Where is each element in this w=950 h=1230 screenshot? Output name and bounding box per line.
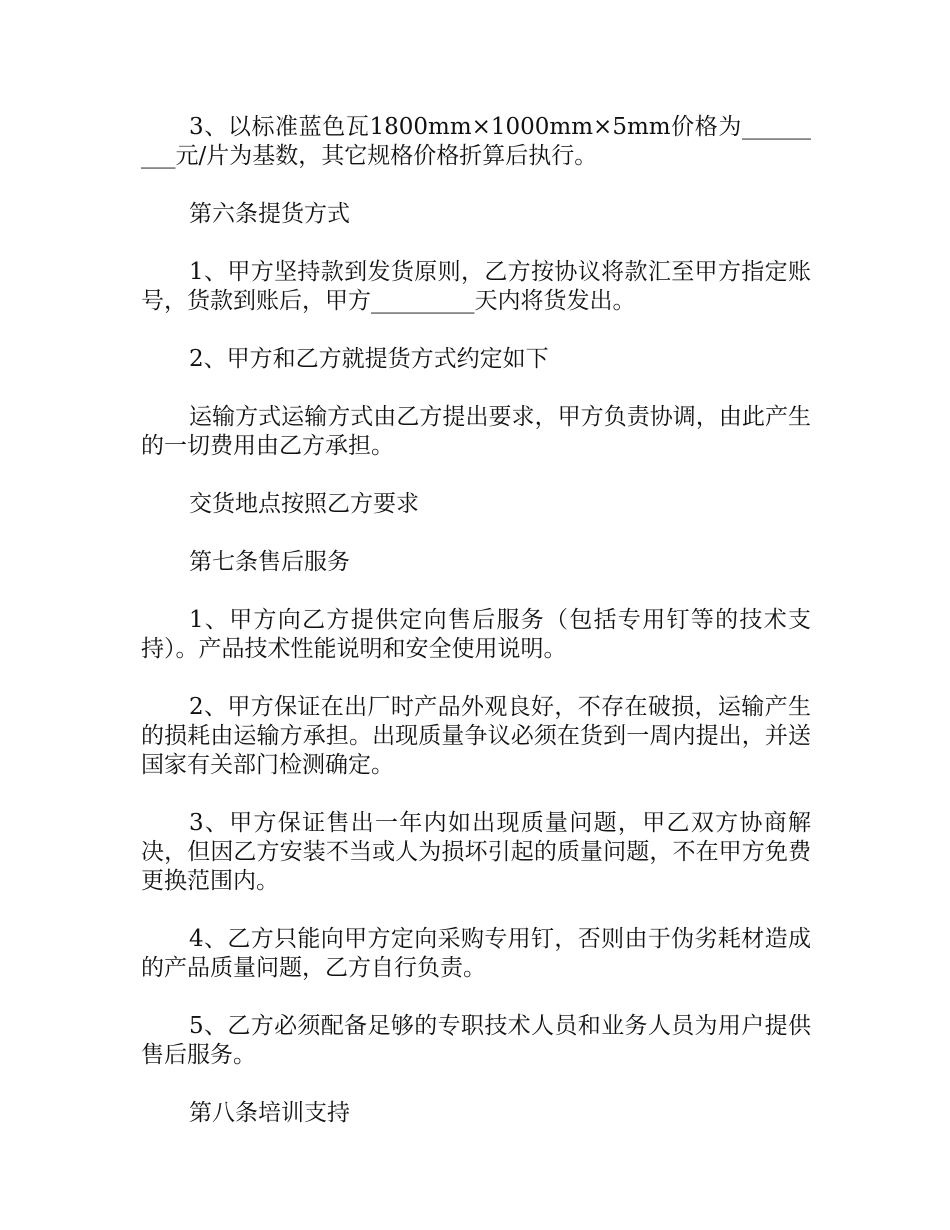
clause-aftersales-4: 4、乙方只能向甲方定向采购专用钉，否则由于伪劣耗材造成的产品质量问题，乙方自行负责。 bbox=[141, 926, 811, 981]
clause-delivery-location: 交货地点按照乙方要求 bbox=[189, 491, 419, 517]
clause-payment-delivery: 1、甲方坚持款到发货原则，乙方按协议将款汇至甲方指定账号，货款到账后，甲方_________天内将货发出。 bbox=[141, 259, 811, 314]
clause-transport-method: 运输方式运输方式由乙方提出要求，甲方负责协调，由此产生的一切费用由乙方承担。 bbox=[141, 404, 811, 459]
clause-aftersales-2: 2、甲方保证在出厂时产品外观良好，不存在破损，运输产生的损耗由运输方承担。出现质量争议必须在货到一周内提出，并送国家有关部门检测确定。 bbox=[141, 694, 811, 778]
clause-aftersales-1: 1、甲方向乙方提供定向售后服务（包括专用钉等的技术支持）。产品技术性能说明和安全使用说明。 bbox=[141, 607, 811, 662]
document-body bbox=[141, 113, 811, 1157]
clause-aftersales-3: 3、甲方保证售出一年内如出现质量问题，甲乙双方协商解决，但因乙方安装不当或人为损坏引起的质量问题，不在甲方免费更换范围内。 bbox=[141, 810, 811, 894]
section-heading-article-7: 第七条售后服务 bbox=[189, 549, 350, 575]
section-heading-article-6: 第六条提货方式 bbox=[189, 201, 350, 227]
clause-aftersales-5: 5、乙方必须配备足够的专职技术人员和业务人员为用户提供售后服务。 bbox=[141, 1013, 811, 1068]
clause-price-base: 3、以标准蓝色瓦1800mm×1000mm×5mm价格为_________元/片为基数，其它规格价格折算后执行。 bbox=[141, 114, 811, 169]
clause-pickup-method: 2、甲方和乙方就提货方式约定如下 bbox=[189, 346, 549, 372]
section-heading-article-8: 第八条培训支持 bbox=[189, 1100, 350, 1126]
